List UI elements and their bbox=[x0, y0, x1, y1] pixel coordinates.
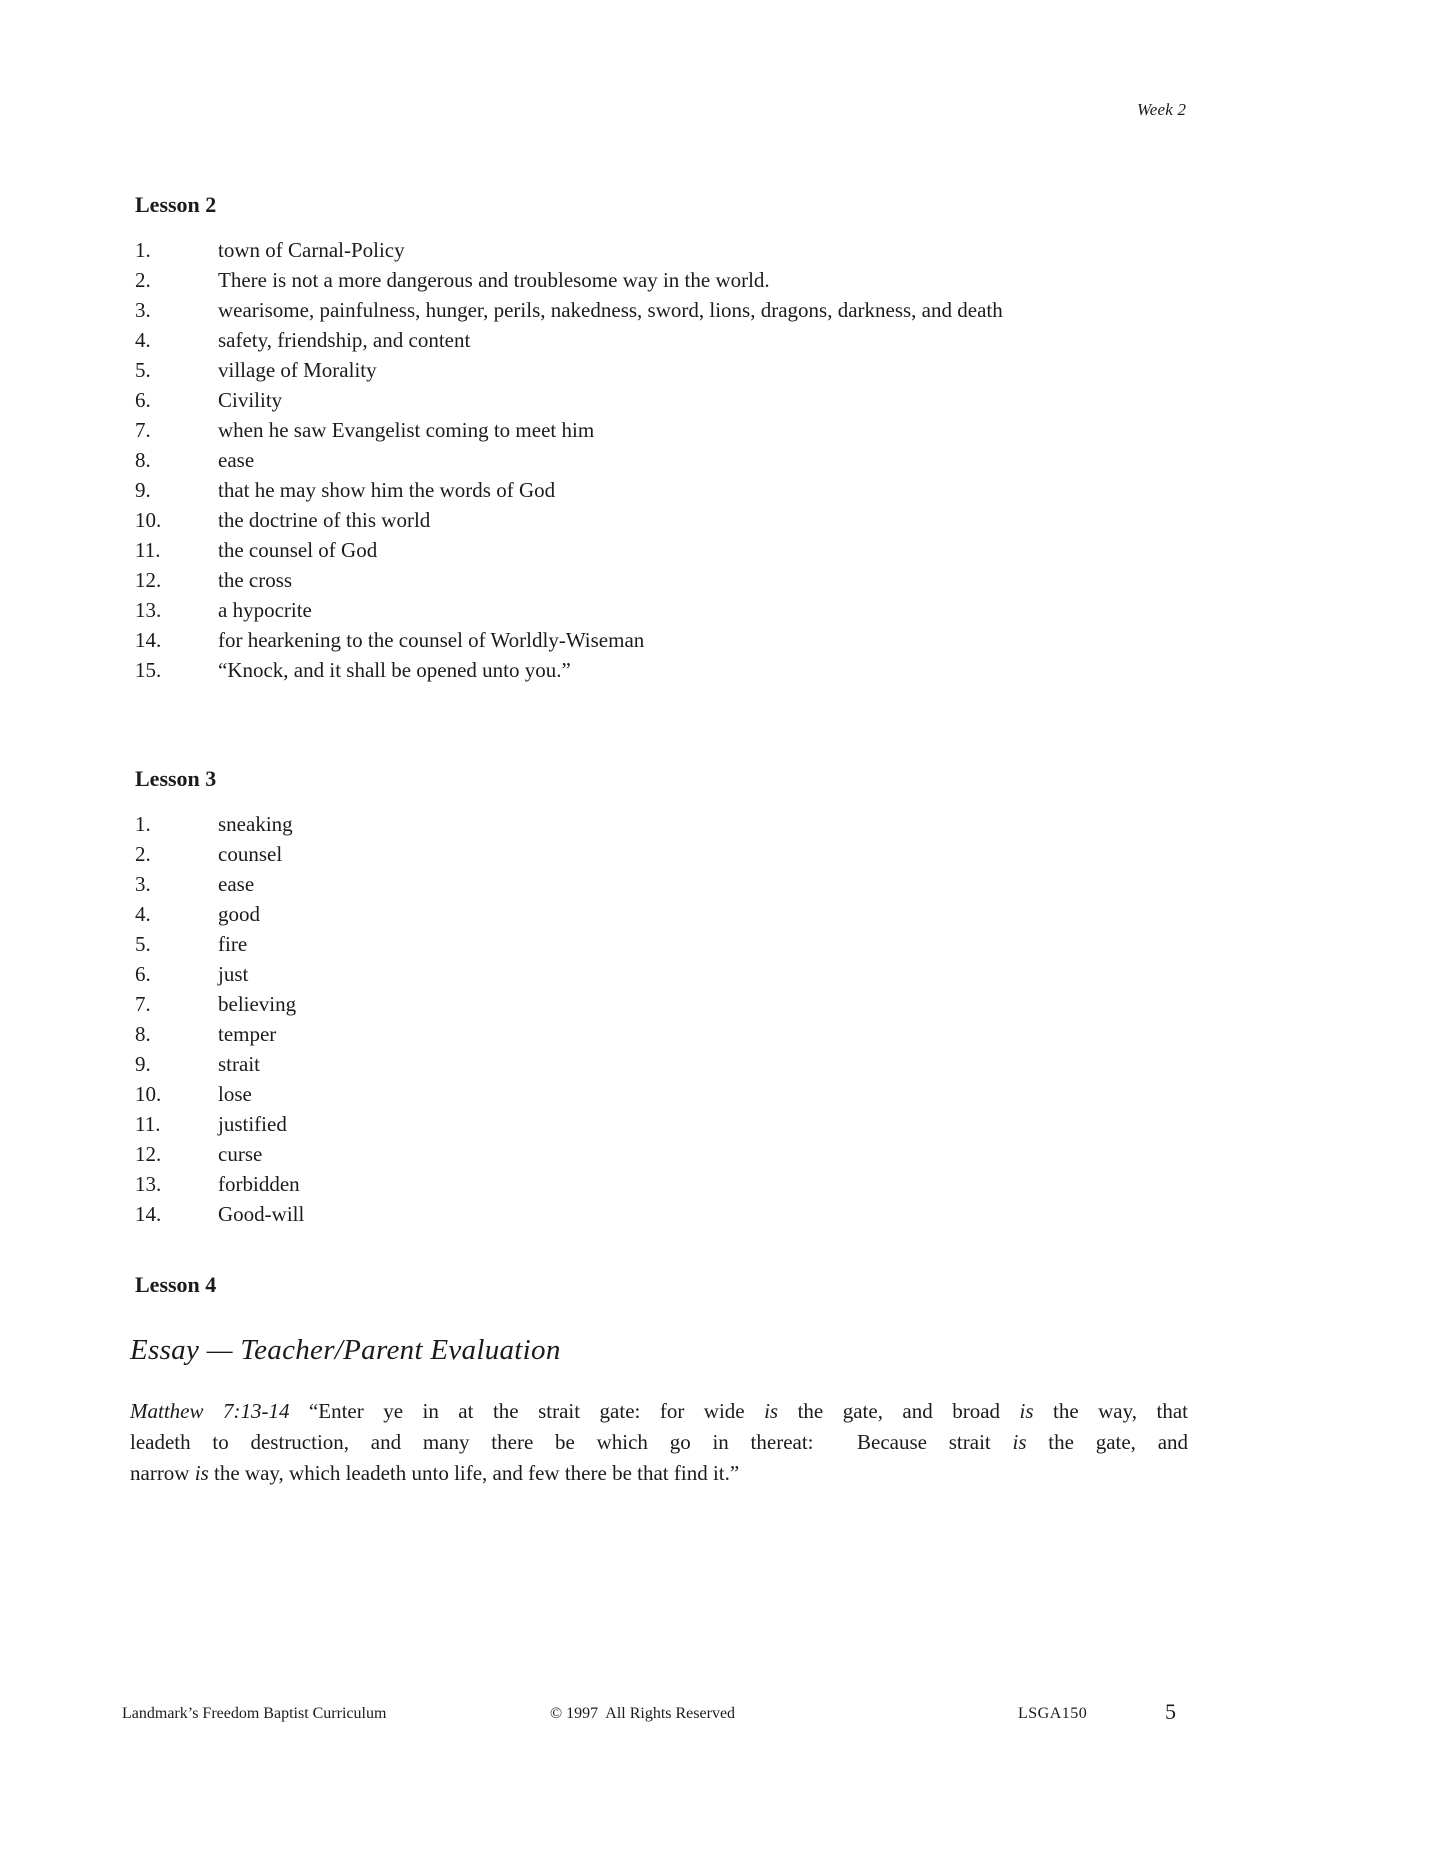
item-number: 1. bbox=[135, 238, 151, 262]
item-text: strait bbox=[218, 1052, 260, 1076]
item-text: safety, friendship, and content bbox=[218, 328, 471, 352]
item-text: ease bbox=[218, 872, 255, 896]
list-item bbox=[135, 1019, 1195, 1049]
item-number: 6. bbox=[135, 962, 151, 986]
item-number: 2. bbox=[135, 842, 151, 866]
item-text: lose bbox=[218, 1082, 252, 1106]
item-number: 4. bbox=[135, 902, 151, 926]
item-number: 2. bbox=[135, 268, 151, 292]
item-number: 10. bbox=[135, 1082, 162, 1106]
list-item bbox=[135, 989, 1195, 1019]
list-item bbox=[135, 415, 1195, 445]
list-item bbox=[135, 839, 1195, 869]
catalog-code: LSGA150 bbox=[1018, 1705, 1088, 1722]
item-number: 11. bbox=[135, 538, 161, 562]
item-text: town of Carnal-Policy bbox=[218, 238, 405, 262]
item-text: believing bbox=[218, 992, 297, 1016]
list-item bbox=[135, 1049, 1195, 1079]
page-number: 5 bbox=[1165, 1699, 1176, 1724]
item-number: 12. bbox=[135, 1142, 162, 1166]
list-item bbox=[135, 295, 1195, 325]
item-text: forbidden bbox=[218, 1172, 300, 1196]
item-text: good bbox=[218, 902, 260, 926]
item-number: 12. bbox=[135, 568, 162, 592]
list-item bbox=[135, 535, 1195, 565]
list-item bbox=[135, 505, 1195, 535]
list-item bbox=[135, 235, 1195, 265]
item-number: 11. bbox=[135, 1112, 161, 1136]
item-number: 5. bbox=[135, 932, 151, 956]
item-text: There is not a more dangerous and troublesome way in the world. bbox=[218, 268, 770, 292]
item-number: 13. bbox=[135, 598, 162, 622]
essay-heading: Essay — Teacher/Parent Evaluation bbox=[130, 1334, 561, 1366]
list-item bbox=[135, 475, 1195, 505]
list-item bbox=[135, 1109, 1195, 1139]
item-number: 3. bbox=[135, 872, 151, 896]
item-text: Civility bbox=[218, 388, 283, 412]
item-number: 8. bbox=[135, 448, 151, 472]
lesson4-section bbox=[135, 1272, 1195, 1298]
scripture-paragraph bbox=[130, 1396, 1188, 1489]
item-number: 7. bbox=[135, 992, 151, 1016]
list-item bbox=[135, 655, 1195, 685]
item-number: 4. bbox=[135, 328, 151, 352]
list-item bbox=[135, 265, 1195, 295]
item-text: fire bbox=[218, 932, 248, 956]
lesson3-answer-list bbox=[135, 809, 1195, 1229]
item-number: 13. bbox=[135, 1172, 162, 1196]
scripture-line: leadeth to destruction, and many there be which go in thereat: Because strait is the gate, and bbox=[130, 1430, 1189, 1454]
lesson3-section bbox=[135, 766, 1195, 1229]
publisher-credit: Landmark’s Freedom Baptist Curriculum bbox=[122, 1705, 387, 1722]
item-text: curse bbox=[218, 1142, 263, 1166]
scripture-line: Matthew 7:13-14 “Enter ye in at the strait gate: for wide is the gate, and broad is the way, that bbox=[130, 1399, 1188, 1423]
list-item bbox=[135, 1139, 1195, 1169]
item-text: village of Morality bbox=[218, 358, 377, 382]
item-number: 7. bbox=[135, 418, 151, 442]
lesson2-title: Lesson 2 bbox=[135, 192, 217, 217]
list-item bbox=[135, 1169, 1195, 1199]
item-number: 9. bbox=[135, 1052, 151, 1076]
list-item bbox=[135, 355, 1195, 385]
list-item bbox=[135, 899, 1195, 929]
scripture-line: narrow is the way, which leadeth unto life, and few there be that find it.” bbox=[130, 1461, 740, 1485]
item-number: 15. bbox=[135, 658, 162, 682]
list-item bbox=[135, 595, 1195, 625]
list-item bbox=[135, 445, 1195, 475]
item-number: 9. bbox=[135, 478, 151, 502]
item-text: justified bbox=[218, 1112, 287, 1136]
week-label: Week 2 bbox=[1137, 100, 1187, 119]
item-number: 1. bbox=[135, 812, 151, 836]
lesson3-title: Lesson 3 bbox=[135, 766, 217, 791]
list-item bbox=[135, 565, 1195, 595]
item-text: a hypocrite bbox=[218, 598, 312, 622]
item-number: 3. bbox=[135, 298, 151, 322]
list-item bbox=[135, 959, 1195, 989]
list-item bbox=[135, 1199, 1195, 1229]
item-number: 14. bbox=[135, 1202, 162, 1226]
list-item bbox=[135, 1079, 1195, 1109]
item-text: sneaking bbox=[218, 812, 293, 836]
item-text: just bbox=[218, 962, 249, 986]
list-item bbox=[135, 869, 1195, 899]
item-text: the doctrine of this world bbox=[218, 508, 431, 532]
item-text: temper bbox=[218, 1022, 277, 1046]
list-item bbox=[135, 929, 1195, 959]
list-item bbox=[135, 809, 1195, 839]
item-text: wearisome, painfulness, hunger, perils, nakedness, sword, lions, dragons, darkness, and death bbox=[218, 298, 1003, 322]
item-text: the cross bbox=[218, 568, 293, 592]
item-text: that he may show him the words of God bbox=[218, 478, 556, 502]
item-text: ease bbox=[218, 448, 255, 472]
item-text: counsel bbox=[218, 842, 283, 866]
list-item bbox=[135, 325, 1195, 355]
item-number: 5. bbox=[135, 358, 151, 382]
item-text: “Knock, and it shall be opened unto you.” bbox=[218, 658, 571, 682]
lesson4-title: Lesson 4 bbox=[135, 1272, 217, 1297]
item-number: 6. bbox=[135, 388, 151, 412]
list-item bbox=[135, 385, 1195, 415]
item-text: for hearkening to the counsel of Worldly-Wiseman bbox=[218, 628, 645, 652]
lesson2-section bbox=[135, 192, 1195, 685]
item-text: the counsel of God bbox=[218, 538, 378, 562]
item-text: when he saw Evangelist coming to meet him bbox=[218, 418, 595, 442]
lesson2-answer-list bbox=[135, 235, 1195, 685]
list-item bbox=[135, 625, 1195, 655]
item-number: 10. bbox=[135, 508, 162, 532]
copyright-notice: © 1997 All Rights Reserved bbox=[550, 1705, 736, 1722]
item-number: 8. bbox=[135, 1022, 151, 1046]
item-text: Good-will bbox=[218, 1202, 305, 1226]
item-number: 14. bbox=[135, 628, 162, 652]
